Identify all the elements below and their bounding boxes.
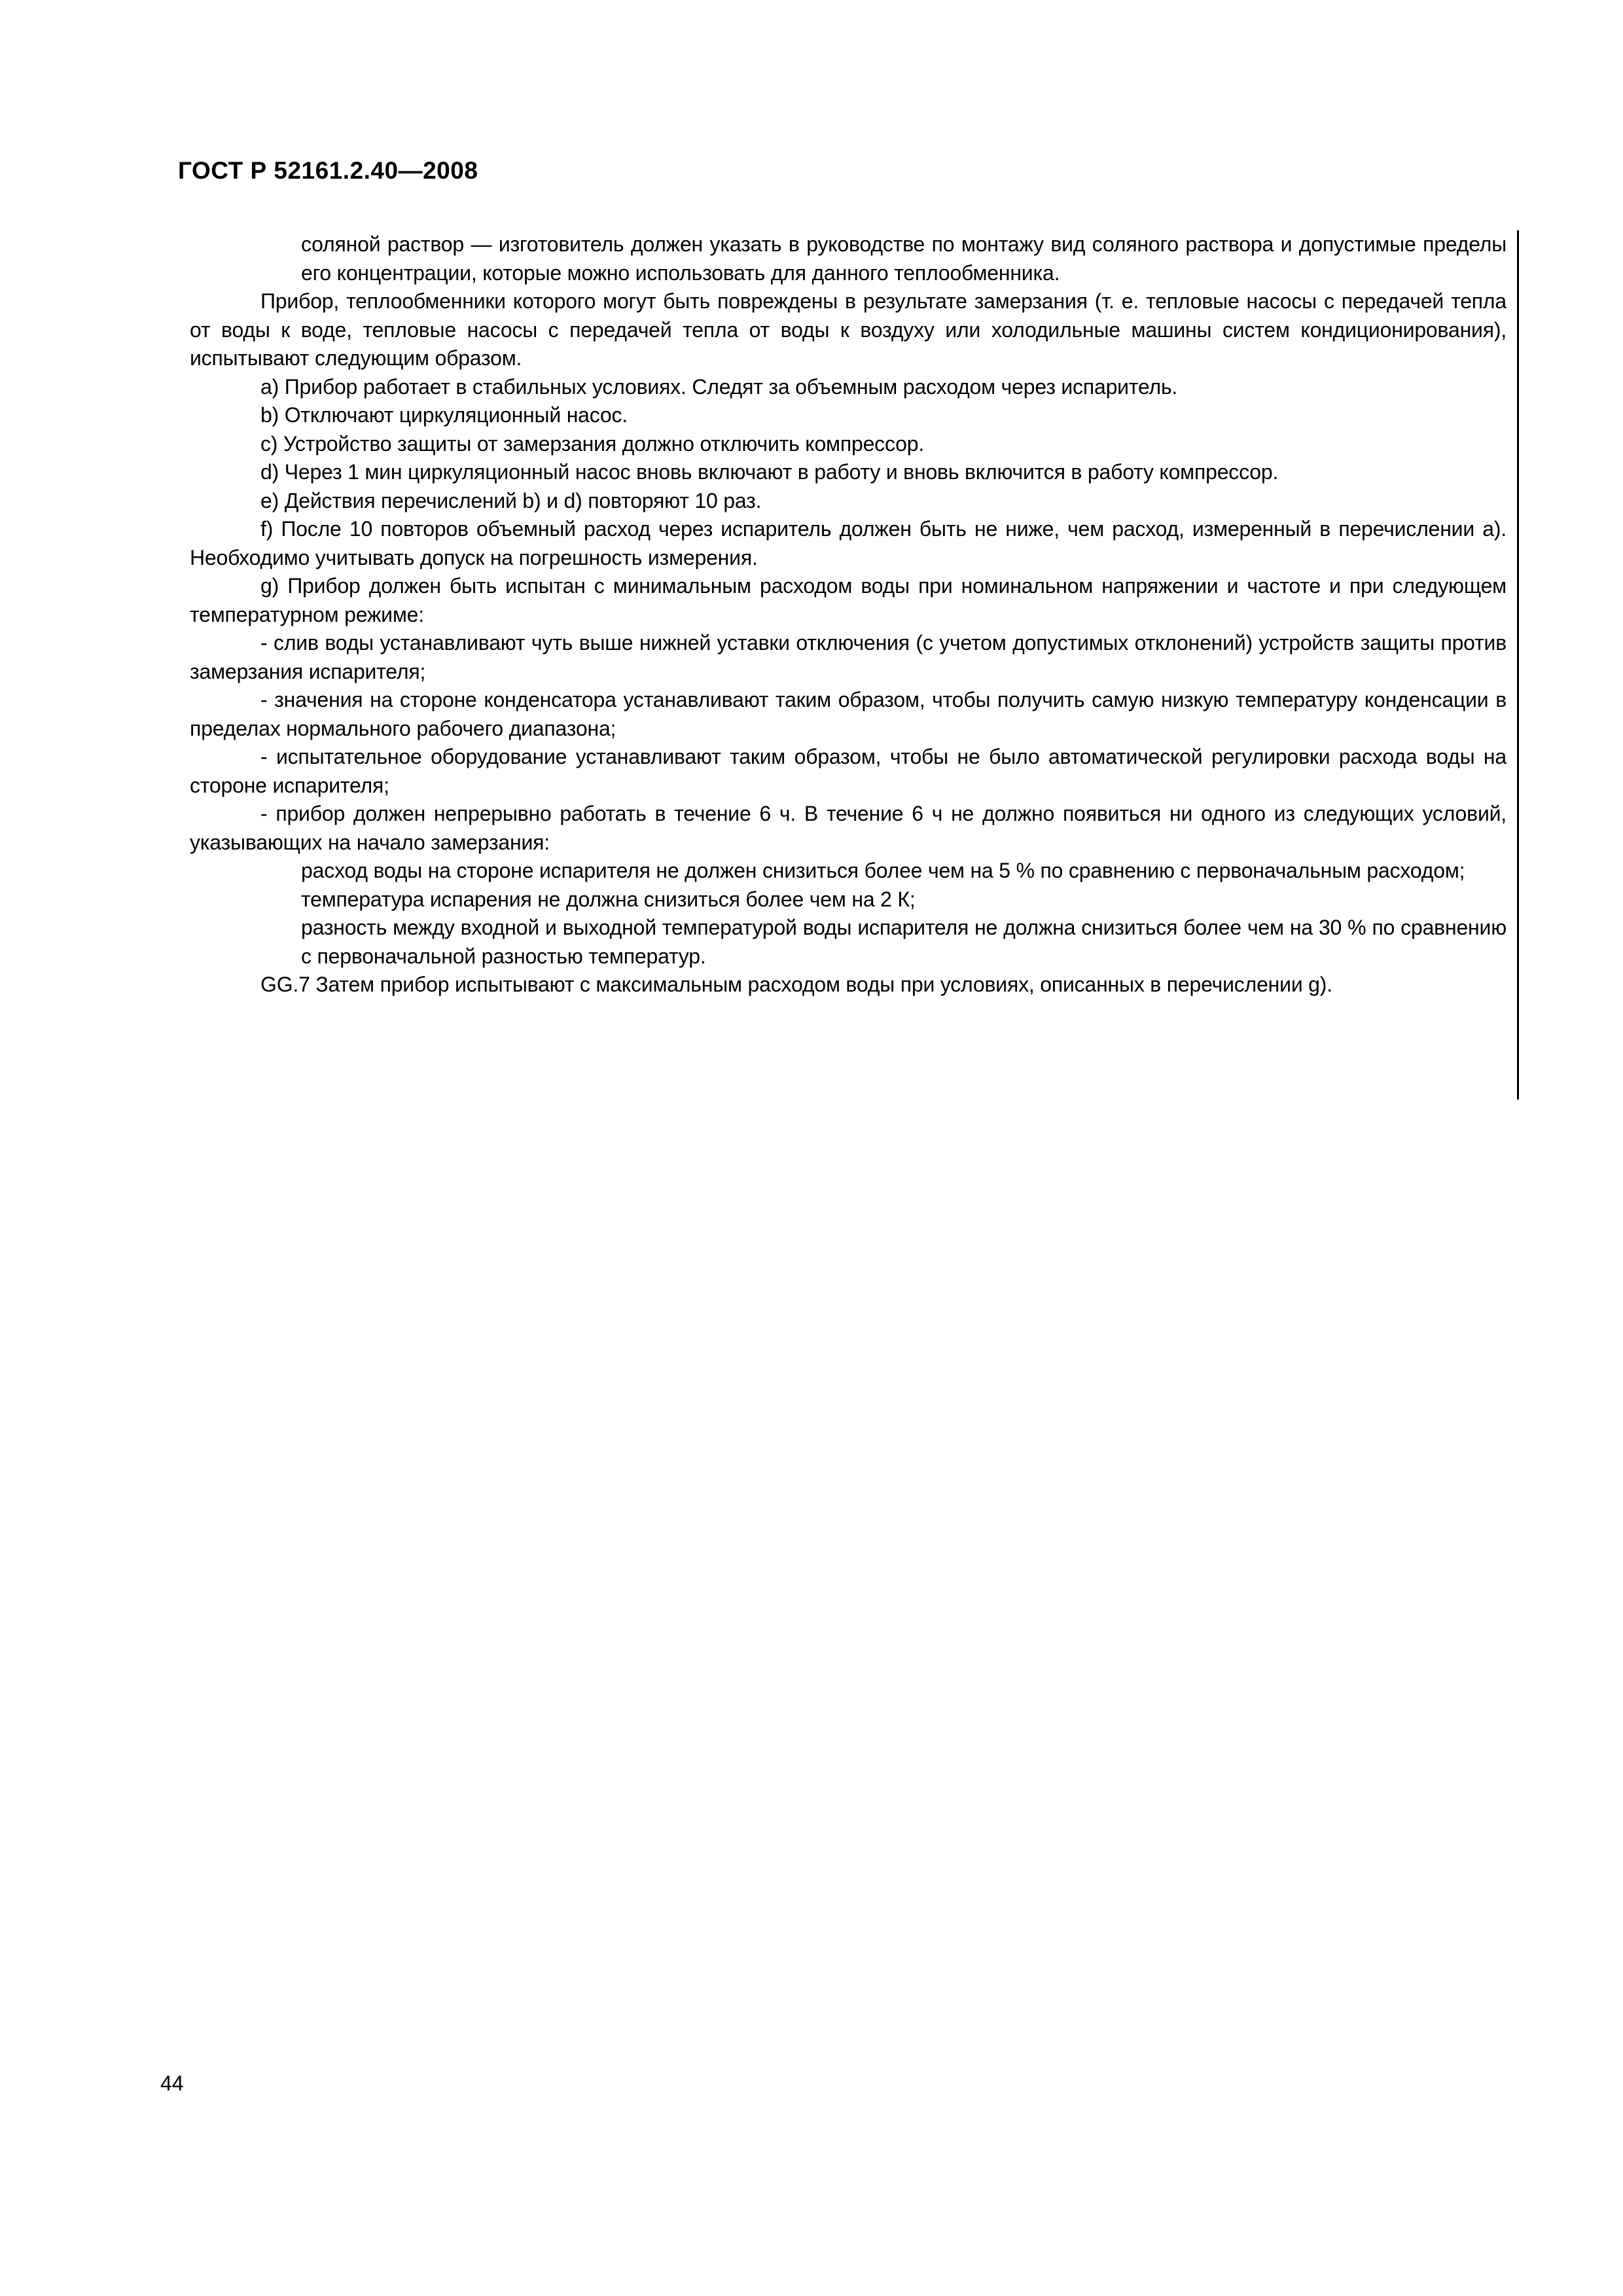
dash-item-test-equipment: - испытательное оборудование устанавливают таким образом, чтобы не было автоматической регулировки расхода воды на стороне испарителя;	[190, 745, 1507, 797]
para-brine-solution-note: соляной раствор — изготовитель должен указать в руководстве по монтажу вид соляного раствора и допустимые пределы его концентрации, которые можно использовать для данного теплообменника.	[301, 232, 1507, 285]
sub-item-temp-difference: разность между входной и выходной температурой воды испарителя не должна снизиться более чем на 30 % по сравнению с первоначальной разностью температур.	[301, 916, 1507, 968]
list-item-f: f) После 10 повторов объемный расход через испаритель должен быть не ниже, чем расход, измеренный в перечислении a). Необходимо учитывать допуск на погрешность измерения.	[190, 517, 1507, 569]
list-item-c: c) Устройство защиты от замерзания должно отключить компрессор.	[260, 431, 925, 456]
para-gg7-max-flow-test: GG.7 Затем прибор испытывают с максимальным расходом воды при условиях, описанных в перечислении g).	[260, 973, 1332, 996]
list-item-b: b) Отключают циркуляционный насос.	[260, 403, 628, 427]
body-text-block	[190, 230, 1507, 999]
para-freeze-damage-intro: Прибор, теплообменники которого могут быть повреждены в результате замерзания (т. е. тепловые насосы с передачей тепла от воды к воде, тепловые насосы с передачей тепла от воды к воздуху или холодильные машины систем кондиционирования), испытывают следующим образом.	[190, 289, 1507, 370]
sub-item-water-flow-limit: расход воды на стороне испарителя не должен снизиться более чем на 5 % по сравнению с первоначальным расходом;	[301, 859, 1465, 882]
sub-item-evaporation-temp: температура испарения не должна снизиться более чем на 2 К;	[301, 887, 916, 911]
standard-designation-header: ГОСТ Р 52161.2.40—2008	[178, 157, 478, 184]
dash-item-condenser-values: - значения на стороне конденсатора устанавливают таким образом, чтобы получить самую низкую температуру конденсации в пределах нормального рабочего диапазона;	[190, 688, 1507, 740]
revision-change-bar	[1517, 230, 1519, 1100]
list-item-g: g) Прибор должен быть испытан с минимальным расходом воды при номинальном напряжении и частоте и при следующем температурном режиме:	[190, 574, 1507, 626]
list-item-a: a) Прибор работает в стабильных условиях. Следят за объемным расходом через испаритель.	[260, 374, 1178, 399]
dash-item-continuous-run: - прибор должен непрерывно работать в течение 6 ч. В течение 6 ч не должно появиться ни одного из следующих условий, указывающих на начало замерзания:	[190, 802, 1507, 854]
dash-item-water-drain: - слив воды устанавливают чуть выше нижней уставки отключения (с учетом допустимых отклонений) устройств защиты против замерзания испарителя;	[190, 631, 1507, 683]
list-item-d: d) Через 1 мин циркуляционный насос вновь включают в работу и вновь включится в работу компрессор.	[260, 460, 1279, 484]
page-number: 44	[160, 2072, 184, 2095]
list-item-e: e) Действия перечислений b) и d) повторяют 10 раз.	[260, 488, 762, 512]
